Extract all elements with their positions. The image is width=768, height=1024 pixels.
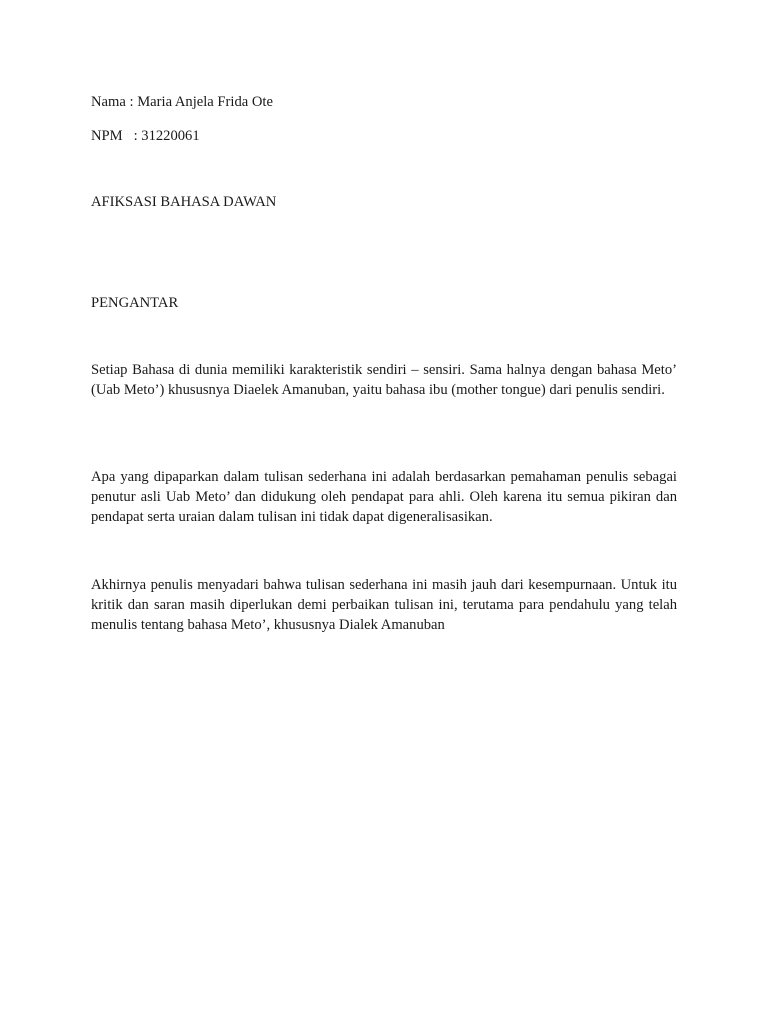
document-title: AFIKSASI BAHASA DAWAN: [91, 194, 277, 210]
author-name-line: Nama : Maria Anjela Frida Ote: [91, 94, 273, 110]
paragraph-closing: Akhirnya penulis menyadari bahwa tulisan sederhana ini masih jauh dari kesempurnaan. Untuk itu kritik dan saran masih diperlukan demi perbaikan tulisan ini, terutama para pendahulu yang telah menulis tentang bahasa Meto’, khususnya Dialek Amanuban: [91, 577, 677, 633]
paragraph-intro: Setiap Bahasa di dunia memiliki karakteristik sendiri – sensiri. Sama halnya dengan bahasa Meto’ (Uab Meto’) khususnya Diaelek Amanuban, yaitu bahasa ibu (mother tongue) dari penulis sendiri.: [91, 362, 677, 398]
section-heading: PENGANTAR: [91, 295, 179, 311]
student-number-line: NPM : 31220061: [91, 128, 200, 144]
paragraph-scope: Apa yang dipaparkan dalam tulisan sederhana ini adalah berdasarkan pemahaman penulis sebagai penutur asli Uab Meto’ dan didukung oleh pendapat para ahli. Oleh karena itu semua pikiran dan pendapat serta uraian dalam tulisan ini tidak dapat digeneralisasikan.: [91, 469, 677, 525]
